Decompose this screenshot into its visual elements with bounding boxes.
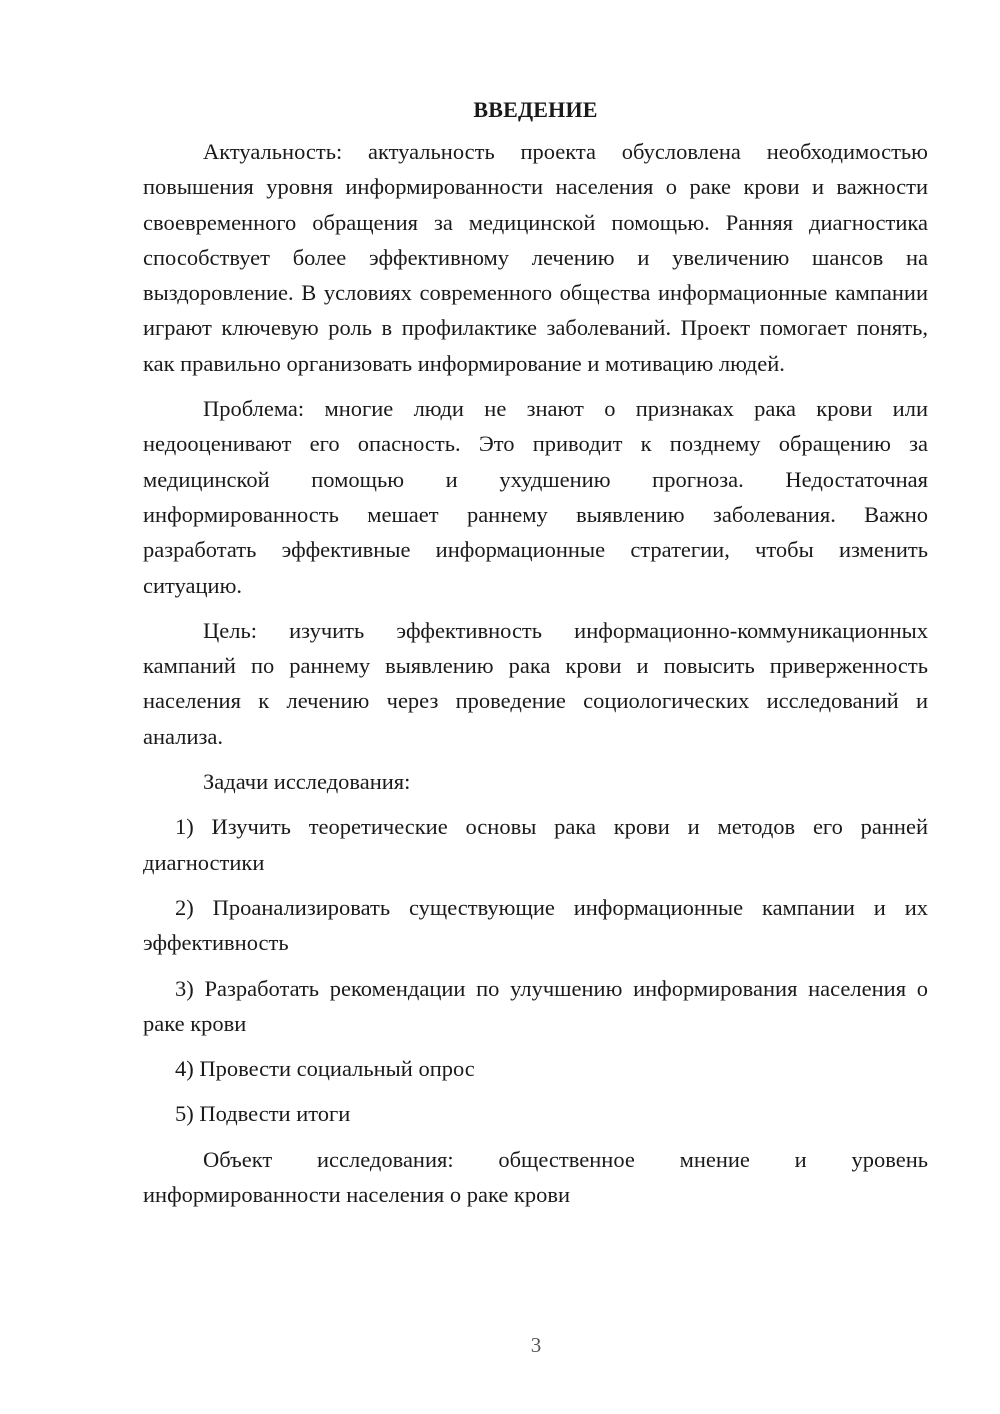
list-item: 2) Проанализировать существующие информационные кампании и их эффективность <box>143 894 928 956</box>
list-item: 1) Изучить теоретические основы рака крови и методов его ранней диагностики <box>143 814 928 875</box>
tasks-title: Задачи исследования: <box>203 769 411 795</box>
tasks-list <box>143 809 928 1131</box>
paragraph-goal: Цель: изучить эффективность информационно-коммуникационных кампаний по раннему выявлению рака крови и повысить приверженность населения к лечению через проведение социологических исследований и анализа. <box>143 617 928 749</box>
paragraph-relevance: Актуальность: актуальность проекта обусловлена необходимостью повышения уровня информированности населения о раке крови и важности своевременного обращения за медицинской помощью. Ранняя диагностика способствует более эффективному лечению и увеличению шансов на выздоровление. В условиях современного общества информационные кампании играют ключевую роль в профилактике заболеваний. Проект помогает понять, как правильно организовать информирование и мотивацию людей. <box>143 139 928 376</box>
section-heading: ВВЕДЕНИЕ <box>473 97 598 122</box>
page-number: 3 <box>530 1333 542 1357</box>
list-item: 5) Подвести итоги <box>175 1101 351 1127</box>
list-item: 4) Провести социальный опрос <box>175 1056 475 1082</box>
paragraph-object: Объект исследования: общественное мнение и уровень информированности населения о раке крови <box>143 1146 928 1208</box>
page-content <box>143 88 928 1212</box>
list-item: 3) Разработать рекомендации по улучшению информирования населения о раке крови <box>143 975 928 1036</box>
paragraph-problem: Проблема: многие люди не знают о признаках рака крови или недооценивают его опасность. Это приводит к позднему обращению за медицинской помощью и ухудшению прогноза. Недостаточная информированность мешает раннему выявлению заболевания. Важно разработать эффективные информационные стратегии, чтобы изменить ситуацию. <box>143 396 928 598</box>
